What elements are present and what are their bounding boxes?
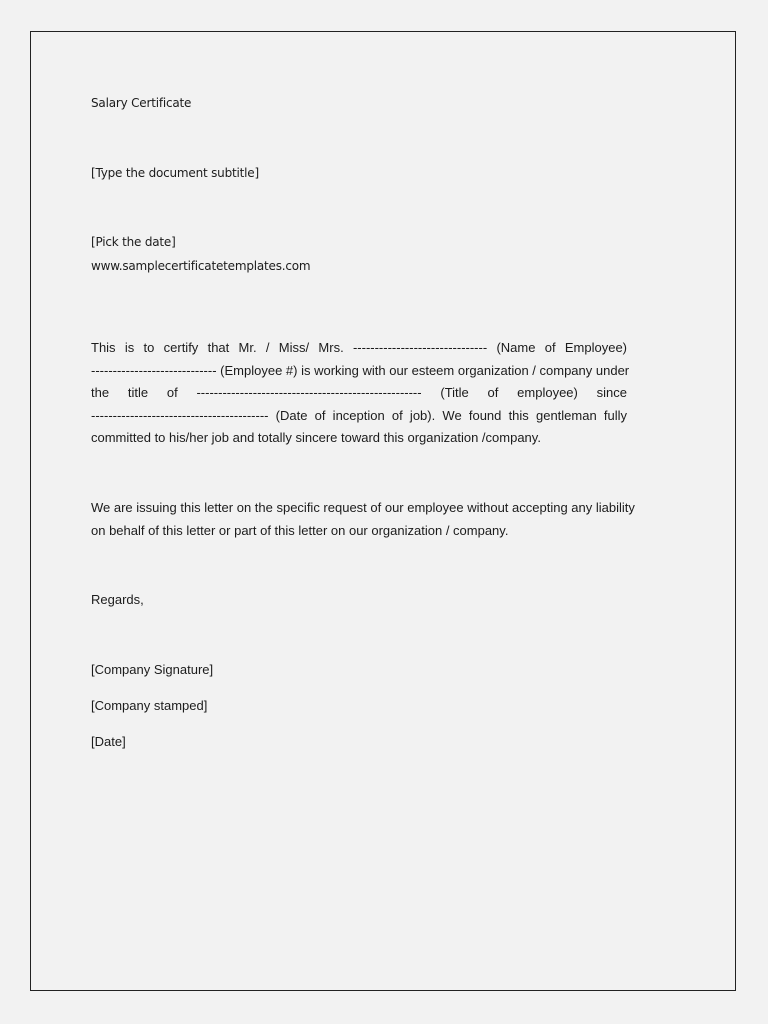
- paragraph-line: We are issuing this letter on the specific request of our employee without accepting any liability: [91, 500, 635, 515]
- paragraph-line: ----------------------------- (Employee #) is working with our esteem organization / company under: [91, 362, 630, 378]
- paragraph-line: committed to his/her job and totally sincere toward this organization /company.: [91, 430, 541, 445]
- paragraph-line: the title of ---------------------------------------------------- (Title of employee) since: [91, 385, 627, 400]
- document-subtitle: [Type the document subtitle]: [91, 166, 259, 180]
- paragraph-line: ----------------------------------------- (Date of inception of job). We found this gentleman fully: [91, 407, 627, 423]
- paragraph-line: This is to certify that Mr. / Miss/ Mrs. ------------------------------- (Name of Employee): [91, 340, 627, 355]
- regards-text: Regards,: [91, 592, 144, 607]
- date-placeholder: [Pick the date]: [91, 235, 176, 249]
- document-title: Salary Certificate: [91, 96, 192, 110]
- company-signature: [Company Signature]: [91, 662, 214, 677]
- company-stamped: [Company stamped]: [91, 698, 208, 713]
- signature-date: [Date]: [91, 734, 126, 749]
- paragraph-line: on behalf of this letter or part of this letter on our organization / company.: [91, 522, 509, 538]
- document-page: [30, 31, 736, 991]
- website-url: www.samplecertificatetemplates.com: [91, 259, 311, 273]
- liability-paragraph: [91, 497, 635, 542]
- certification-paragraph: [91, 337, 630, 450]
